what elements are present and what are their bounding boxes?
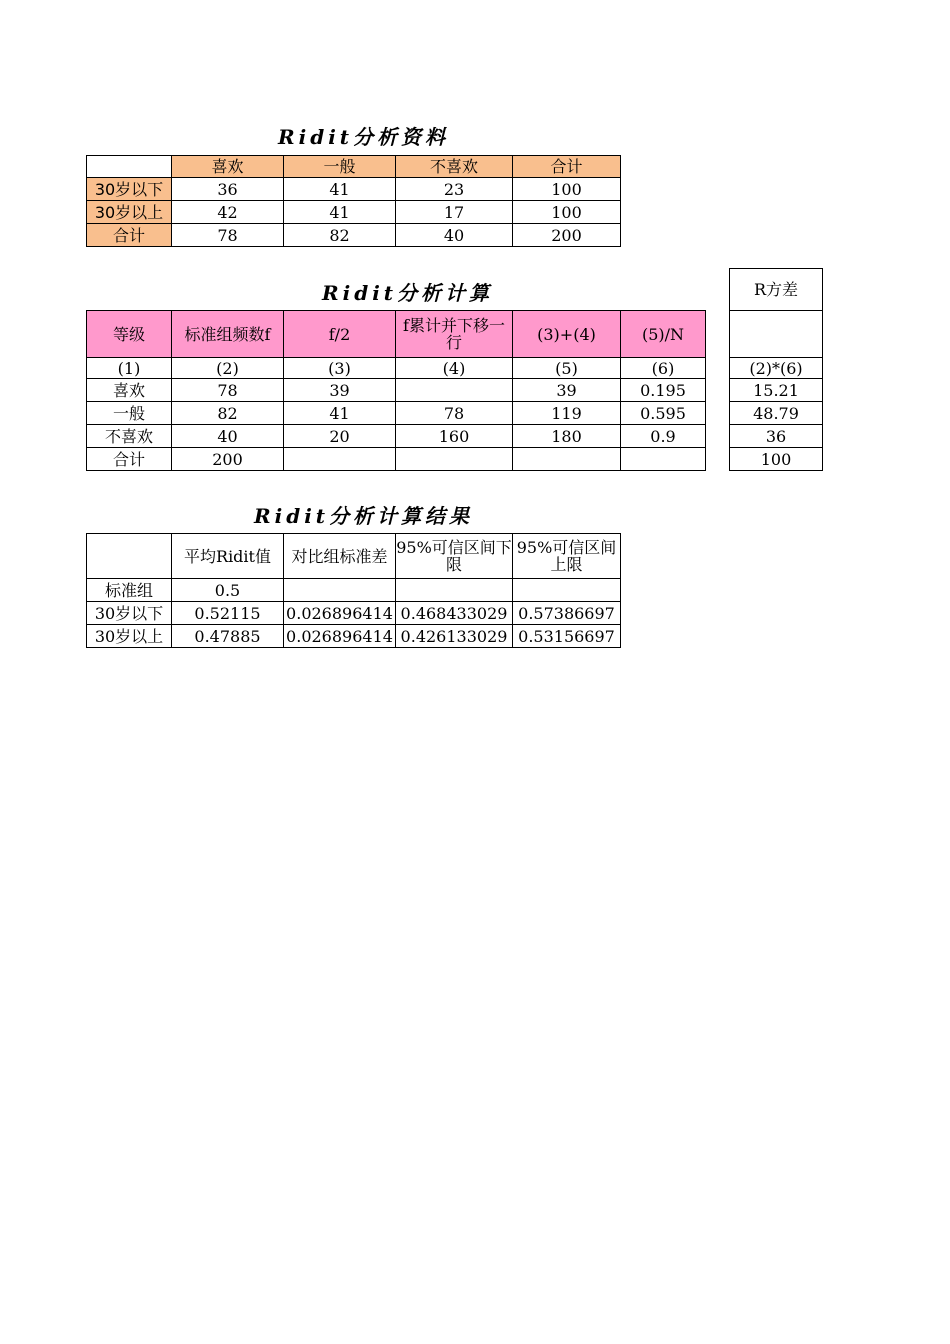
variance-index: (2)*(6) xyxy=(730,358,823,379)
table-cell xyxy=(396,448,513,471)
table-cell xyxy=(284,448,396,471)
row-label: 合计 xyxy=(87,224,172,247)
row-label: 30岁以下 xyxy=(87,602,172,625)
table-row xyxy=(87,448,706,471)
table-row xyxy=(87,358,706,379)
table-row xyxy=(87,379,706,402)
table-cell xyxy=(621,448,706,471)
table-cell: 78 xyxy=(172,224,284,247)
header-cell: 95%可信区间下限 xyxy=(396,534,513,579)
row-label: 30岁以下 xyxy=(87,178,172,201)
table-cell xyxy=(396,379,513,402)
table-row xyxy=(87,201,621,224)
table-row xyxy=(87,625,621,648)
table-cell: 160 xyxy=(396,425,513,448)
header-cell: 标准组频数f xyxy=(172,311,284,358)
header-cell: 95%可信区间上限 xyxy=(513,534,621,579)
table-cell xyxy=(513,448,621,471)
table-cell: 119 xyxy=(513,402,621,425)
variance-value: 15.21 xyxy=(730,379,823,402)
variance-value: 100 xyxy=(730,448,823,471)
row-label: 标准组 xyxy=(87,579,172,602)
table-cell: (1) xyxy=(87,358,172,379)
table-cell: (4) xyxy=(396,358,513,379)
table-header-row xyxy=(87,156,621,178)
variance-header: R方差 xyxy=(730,269,823,311)
header-cell: 平均Ridit值 xyxy=(172,534,284,579)
variance-table xyxy=(729,268,823,471)
row-label: 30岁以上 xyxy=(87,201,172,224)
table-cell: (6) xyxy=(621,358,706,379)
table-cell: (2) xyxy=(172,358,284,379)
table-row xyxy=(87,224,621,247)
header-cell xyxy=(87,534,172,579)
table-cell: 0.426133029 xyxy=(396,625,513,648)
table-cell: 40 xyxy=(172,425,284,448)
table-header-row xyxy=(87,311,706,358)
table-row xyxy=(87,425,706,448)
table-cell: 0.57386697 xyxy=(513,602,621,625)
table-cell: 36 xyxy=(172,178,284,201)
table-cell: 0.52115 xyxy=(172,602,284,625)
table-cell: 41 xyxy=(284,201,396,224)
header-cell xyxy=(87,156,172,178)
header-cell: 喜欢 xyxy=(172,156,284,178)
table-cell: 0.47885 xyxy=(172,625,284,648)
table-cell: 200 xyxy=(513,224,621,247)
table-cell: 0.026896414 xyxy=(284,625,396,648)
table-cell: 82 xyxy=(284,224,396,247)
table-cell: 42 xyxy=(172,201,284,224)
header-cell: f/2 xyxy=(284,311,396,358)
table-header-row xyxy=(87,534,621,579)
table-row xyxy=(87,402,706,425)
table-cell: 17 xyxy=(396,201,513,224)
ridit-calc-table xyxy=(86,310,706,471)
table-cell: 0.195 xyxy=(621,379,706,402)
table-cell: 78 xyxy=(396,402,513,425)
header-cell: (3)+(4) xyxy=(513,311,621,358)
row-label: 不喜欢 xyxy=(87,425,172,448)
row-label: 一般 xyxy=(87,402,172,425)
table-cell: (5) xyxy=(513,358,621,379)
table-row xyxy=(87,579,621,602)
header-cell: 不喜欢 xyxy=(396,156,513,178)
table-cell: 0.468433029 xyxy=(396,602,513,625)
table-cell xyxy=(284,579,396,602)
header-cell: 对比组标准差 xyxy=(284,534,396,579)
header-cell: 一般 xyxy=(284,156,396,178)
section2-title: Ridit分析计算 xyxy=(322,281,494,305)
table-cell: 41 xyxy=(284,402,396,425)
variance-blank xyxy=(730,311,823,358)
table-cell: 0.9 xyxy=(621,425,706,448)
table-cell: (3) xyxy=(284,358,396,379)
ridit-result-table xyxy=(86,533,621,648)
section1-title: Ridit分析资料 xyxy=(278,125,450,149)
table-cell: 39 xyxy=(513,379,621,402)
table-cell xyxy=(513,579,621,602)
table-cell: 200 xyxy=(172,448,284,471)
table-row xyxy=(87,178,621,201)
table-cell: 23 xyxy=(396,178,513,201)
table-cell: 39 xyxy=(284,379,396,402)
table-row xyxy=(87,602,621,625)
table-cell xyxy=(396,579,513,602)
table-cell: 40 xyxy=(396,224,513,247)
table-cell: 0.5 xyxy=(172,579,284,602)
header-cell: 合计 xyxy=(513,156,621,178)
header-cell: (5)/N xyxy=(621,311,706,358)
header-cell: 等级 xyxy=(87,311,172,358)
variance-value: 48.79 xyxy=(730,402,823,425)
table-cell: 0.595 xyxy=(621,402,706,425)
table-cell: 0.53156697 xyxy=(513,625,621,648)
table-cell: 82 xyxy=(172,402,284,425)
variance-value: 36 xyxy=(730,425,823,448)
table-cell: 20 xyxy=(284,425,396,448)
table-cell: 100 xyxy=(513,201,621,224)
table-cell: 78 xyxy=(172,379,284,402)
section3-title: Ridit分析计算结果 xyxy=(254,504,474,528)
row-label: 合计 xyxy=(87,448,172,471)
table-cell: 0.026896414 xyxy=(284,602,396,625)
table-cell: 41 xyxy=(284,178,396,201)
ridit-data-table xyxy=(86,155,621,247)
header-cell: f累计并下移一行 xyxy=(396,311,513,358)
table-cell: 100 xyxy=(513,178,621,201)
table-cell: 180 xyxy=(513,425,621,448)
row-label: 喜欢 xyxy=(87,379,172,402)
row-label: 30岁以上 xyxy=(87,625,172,648)
